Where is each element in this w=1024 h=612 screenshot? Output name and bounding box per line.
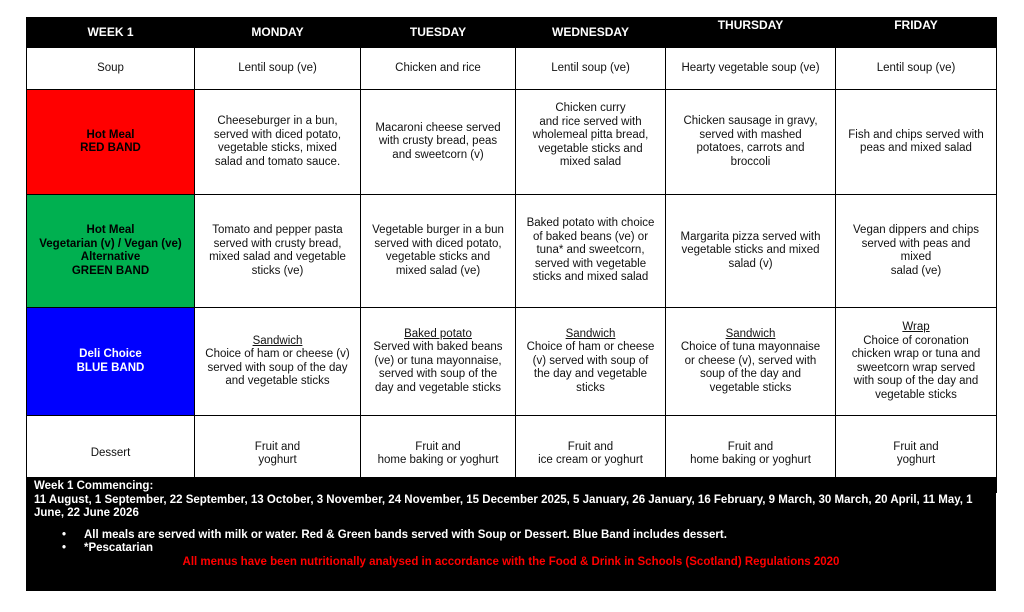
commencing-dates: 11 August, 1 September, 22 September, 13 October, 3 November, 24 November, 15 December 2025, 5 January, 26 January, 16 February, 9 March, 30 March, 20 April, 11 May, 1 June, 22 June 2026 (34, 493, 973, 519)
cell-text-line: vegetable sticks and mixed (681, 244, 820, 257)
cell-text-line: served with vegetable (534, 257, 647, 270)
day-header-thursday: THURSDAY (666, 18, 836, 48)
cell-text-line: home baking or yoghurt (377, 454, 499, 466)
cell-text-line: broccoli (730, 155, 771, 168)
menu-cell (666, 195, 836, 308)
cell-text-line: soup of the day and (699, 368, 802, 381)
cell-text-line: Choice of ham or cheese (v) (205, 348, 350, 360)
blue-band-row (27, 308, 997, 416)
cell-text-line: Fruit and (727, 440, 774, 453)
cell-text-line: wholemeal pitta bread, (532, 129, 649, 141)
cell-text-line: served with crusty bread, (213, 237, 342, 250)
cell-text-line: Fruit and (567, 440, 614, 453)
cell-text-line: Cheeseburger in a bun, (217, 115, 338, 127)
cell-text-line: Lentil soup (ve) (238, 61, 317, 74)
menu-cell (516, 90, 666, 195)
cell-text-line: tuna* and sweetcorn, (536, 244, 645, 257)
cell-text-line: Macaroni cheese served (375, 121, 501, 134)
cell-text-line: GREEN BAND (71, 264, 150, 277)
cell-text-line: Served with baked beans (373, 341, 503, 354)
cell-text-line: sticks (ve) (251, 264, 304, 277)
day-header-monday: MONDAY (195, 18, 361, 48)
cell-text-line: salad (ve) (890, 264, 942, 277)
cell-text-line: vegetable sticks, mixed (218, 142, 337, 154)
cell-text-line: salad (v) (728, 257, 773, 270)
menu-cell (195, 308, 361, 416)
menu-cell (836, 308, 997, 416)
cell-text-line: Chicken curry (555, 102, 626, 114)
cell-text-line: vegetable sticks and (538, 142, 643, 155)
row-label-red-band (27, 90, 195, 195)
cell-text-line: mixed salad (559, 156, 622, 168)
cell-text-line: Vegan dippers and chips (853, 224, 979, 236)
cell-text-line: Vegetarian (v) / Vegan (ve) (39, 237, 182, 250)
menu-cell (361, 308, 516, 416)
cell-text-line: Hearty vegetable soup (ve) (681, 61, 820, 74)
soup-row (27, 48, 997, 90)
cell-text-line: BLUE BAND (76, 361, 145, 374)
footer-notes (26, 477, 996, 591)
cell-text-line: Fruit and (254, 440, 301, 453)
option-title: Sandwich (725, 327, 776, 340)
cell-text-line: RED BAND (80, 142, 141, 154)
cell-text-line: peas and mixed salad (860, 142, 972, 154)
menu-cell (516, 308, 666, 416)
row-label-dessert: Dessert (27, 416, 195, 493)
cell-text-line: Lentil soup (ve) (551, 61, 630, 74)
cell-text-line: mixed (900, 251, 932, 263)
cell-text-line: vegetable sticks and (385, 251, 491, 263)
cell-text-line: Choice of ham or cheese (526, 341, 655, 354)
cell-text-line: served with diced potato, (213, 128, 342, 141)
cell-text-line: Vegetable burger in a bun (372, 224, 504, 236)
cell-text-line: with soup of the day and (853, 375, 979, 387)
cell-text-line: mixed salad (ve) (395, 264, 481, 277)
cell-text-line: sticks and mixed salad (532, 271, 649, 284)
cell-text-line: Fruit and (893, 440, 939, 453)
row-label-green-band (27, 195, 195, 308)
note-item: • All meals are served with milk or water. Red & Green bands served with Soup or Dessert. Blue Band includes dessert. (62, 529, 988, 543)
commencing-heading: Week 1 Commencing: (34, 480, 154, 492)
cell-text-line: Hot Meal (86, 224, 135, 236)
menu-cell (361, 195, 516, 308)
menu-cell (361, 48, 516, 90)
note-item: • *Pescatarian (62, 542, 988, 556)
week-label: WEEK 1 (27, 18, 195, 48)
cell-text-line: of baked beans (ve) or (532, 230, 649, 243)
cell-text-line: ice cream or yoghurt (538, 454, 643, 466)
cell-text-line: and sweetcorn (v) (392, 148, 484, 161)
row-label-blue-band (27, 308, 195, 416)
cell-text-line: Deli Choice (79, 348, 142, 360)
row-label-soup: Soup (27, 48, 195, 90)
cell-text-line: Alternative (80, 251, 141, 263)
cell-text-line: served with peas and (861, 237, 971, 250)
menu-cell (666, 48, 836, 90)
cell-text-line: the day and vegetable (533, 368, 648, 381)
cell-text-line: salad and tomato sauce. (214, 155, 341, 168)
cell-text-line: or cheese (v), served with (684, 354, 817, 367)
cell-text-line: with crusty bread, peas (378, 135, 498, 148)
cell-text-line: Choice of tuna mayonnaise (680, 341, 821, 354)
cell-text-line: Chicken sausage in gravy, (683, 115, 818, 127)
cell-text-line: Fish and chips served with (848, 128, 984, 141)
day-header-tuesday: TUESDAY (361, 18, 516, 48)
cell-text-line: sweetcorn wrap served (856, 361, 976, 374)
weekly-menu-table (26, 17, 997, 493)
nutrition-note: All menus have been nutritionally analysed in accordance with the Food & Drink in Schools (Scotland) Regulations 2020 (182, 555, 840, 568)
cell-text-line: Chicken and rice (395, 61, 481, 74)
option-title: Baked potato (404, 327, 472, 340)
cell-text-line: yoghurt (896, 454, 936, 466)
menu-cell (516, 48, 666, 90)
header-row (27, 18, 997, 48)
cell-text-line: potatoes, carrots and (696, 142, 805, 154)
green-band-row (27, 195, 997, 308)
cell-text-line: served with soup of the (378, 368, 498, 381)
cell-text-line: day and vegetable sticks (375, 381, 501, 394)
menu-cell (836, 195, 997, 308)
menu-cell (195, 48, 361, 90)
cell-text-line: served with diced potato, (374, 237, 502, 250)
day-header-friday: FRIDAY (836, 18, 997, 48)
cell-text-line: Tomato and pepper pasta (212, 224, 343, 236)
menu-cell (361, 90, 516, 195)
cell-text-line: (v) served with soup of (532, 354, 649, 367)
cell-text-line: chicken wrap or tuna and (851, 348, 981, 360)
menu-cell (836, 90, 997, 195)
cell-text-line: Lentil soup (ve) (876, 61, 956, 74)
day-header-wednesday: WEDNESDAY (516, 18, 666, 48)
cell-text-line: and rice served with (539, 115, 642, 128)
cell-text-line: sticks (576, 381, 605, 394)
cell-text-line: mixed salad and vegetable (209, 251, 346, 263)
cell-text-line: yoghurt (258, 454, 297, 466)
cell-text-line: Hot Meal (86, 128, 135, 141)
option-title: Sandwich (252, 334, 303, 347)
cell-text-line: served with soup of the day (207, 361, 348, 374)
cell-text-line: Choice of coronation (863, 334, 969, 347)
cell-text-line: home baking or yoghurt (690, 454, 811, 466)
menu-cell (195, 90, 361, 195)
cell-text-line: and vegetable sticks (225, 375, 330, 387)
menu-cell (836, 48, 997, 90)
cell-text-line: Margarita pizza served with (680, 230, 821, 243)
cell-text-line: Baked potato with choice (526, 217, 655, 230)
notes-list (62, 529, 988, 556)
cell-text-line: vegetable sticks (875, 388, 957, 401)
option-title: Wrap (902, 321, 930, 333)
cell-text-line: vegetable sticks (709, 381, 792, 394)
menu-cell (666, 90, 836, 195)
menu-cell (516, 195, 666, 308)
cell-text-line: (ve) or tuna mayonnaise, (374, 354, 502, 367)
red-band-row (27, 90, 997, 195)
option-title: Sandwich (565, 327, 616, 340)
cell-text-line: served with mashed (699, 128, 802, 141)
cell-text-line: Fruit and (415, 440, 461, 453)
menu-cell (195, 195, 361, 308)
menu-cell (666, 308, 836, 416)
